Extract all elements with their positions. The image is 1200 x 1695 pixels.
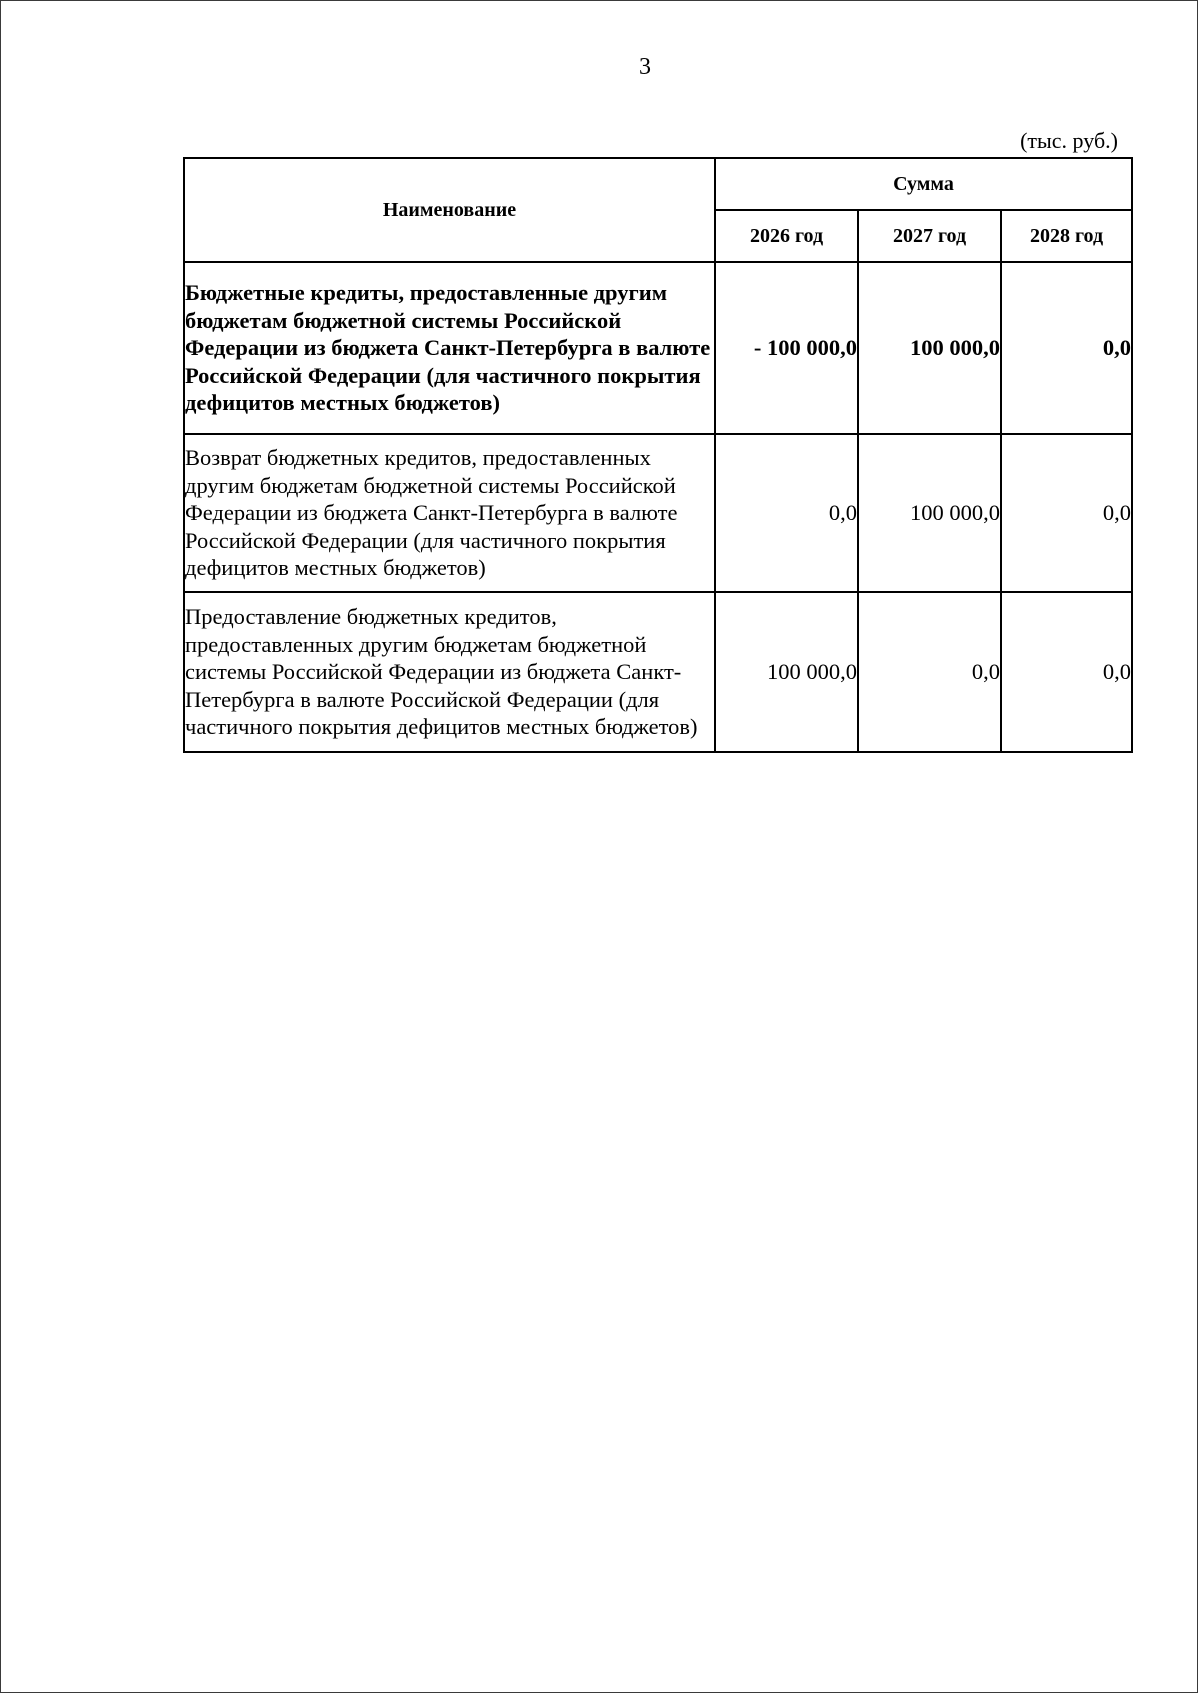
header-year-2028: 2028 год [1001, 210, 1132, 262]
budget-table [183, 157, 1133, 753]
header-year-2026: 2026 год [715, 210, 858, 262]
header-name: Наименование [184, 158, 715, 262]
header-sum: Сумма [715, 158, 1132, 210]
units-label: (тыс. руб.) [1020, 128, 1118, 153]
row-value-2027: 100 000,0 [858, 262, 1001, 434]
row-name: Предоставление бюджетных кредитов, предоставленных другим бюджетам бюджетной системы Российской Федерации из бюджета Санкт-Петербурга в валюте Российской Федерации (для частичного покрытия дефицитов местных бюджетов) [184, 592, 715, 752]
table-row [184, 592, 1132, 752]
row-value-2026: - 100 000,0 [715, 262, 858, 434]
table-row [184, 262, 1132, 434]
page-number: 3 [639, 54, 651, 80]
row-value-2027: 100 000,0 [858, 434, 1001, 592]
row-name: Возврат бюджетных кредитов, предоставленных другим бюджетам бюджетной системы Российской Федерации из бюджета Санкт-Петербурга в валюте Российской Федерации (для частичного покрытия дефицитов местных бюджетов) [184, 434, 715, 592]
header-year-2027: 2027 год [858, 210, 1001, 262]
row-value-2027: 0,0 [858, 592, 1001, 752]
row-value-2028: 0,0 [1001, 434, 1132, 592]
row-value-2028: 0,0 [1001, 592, 1132, 752]
row-value-2026: 0,0 [715, 434, 858, 592]
header-row-top [184, 158, 1132, 210]
row-value-2026: 100 000,0 [715, 592, 858, 752]
row-name: Бюджетные кредиты, предоставленные другим бюджетам бюджетной системы Российской Федерации из бюджета Санкт-Петербурга в валюте Российской Федерации (для частичного покрытия дефицитов местных бюджетов) [184, 262, 715, 434]
table-row [184, 434, 1132, 592]
row-value-2028: 0,0 [1001, 262, 1132, 434]
